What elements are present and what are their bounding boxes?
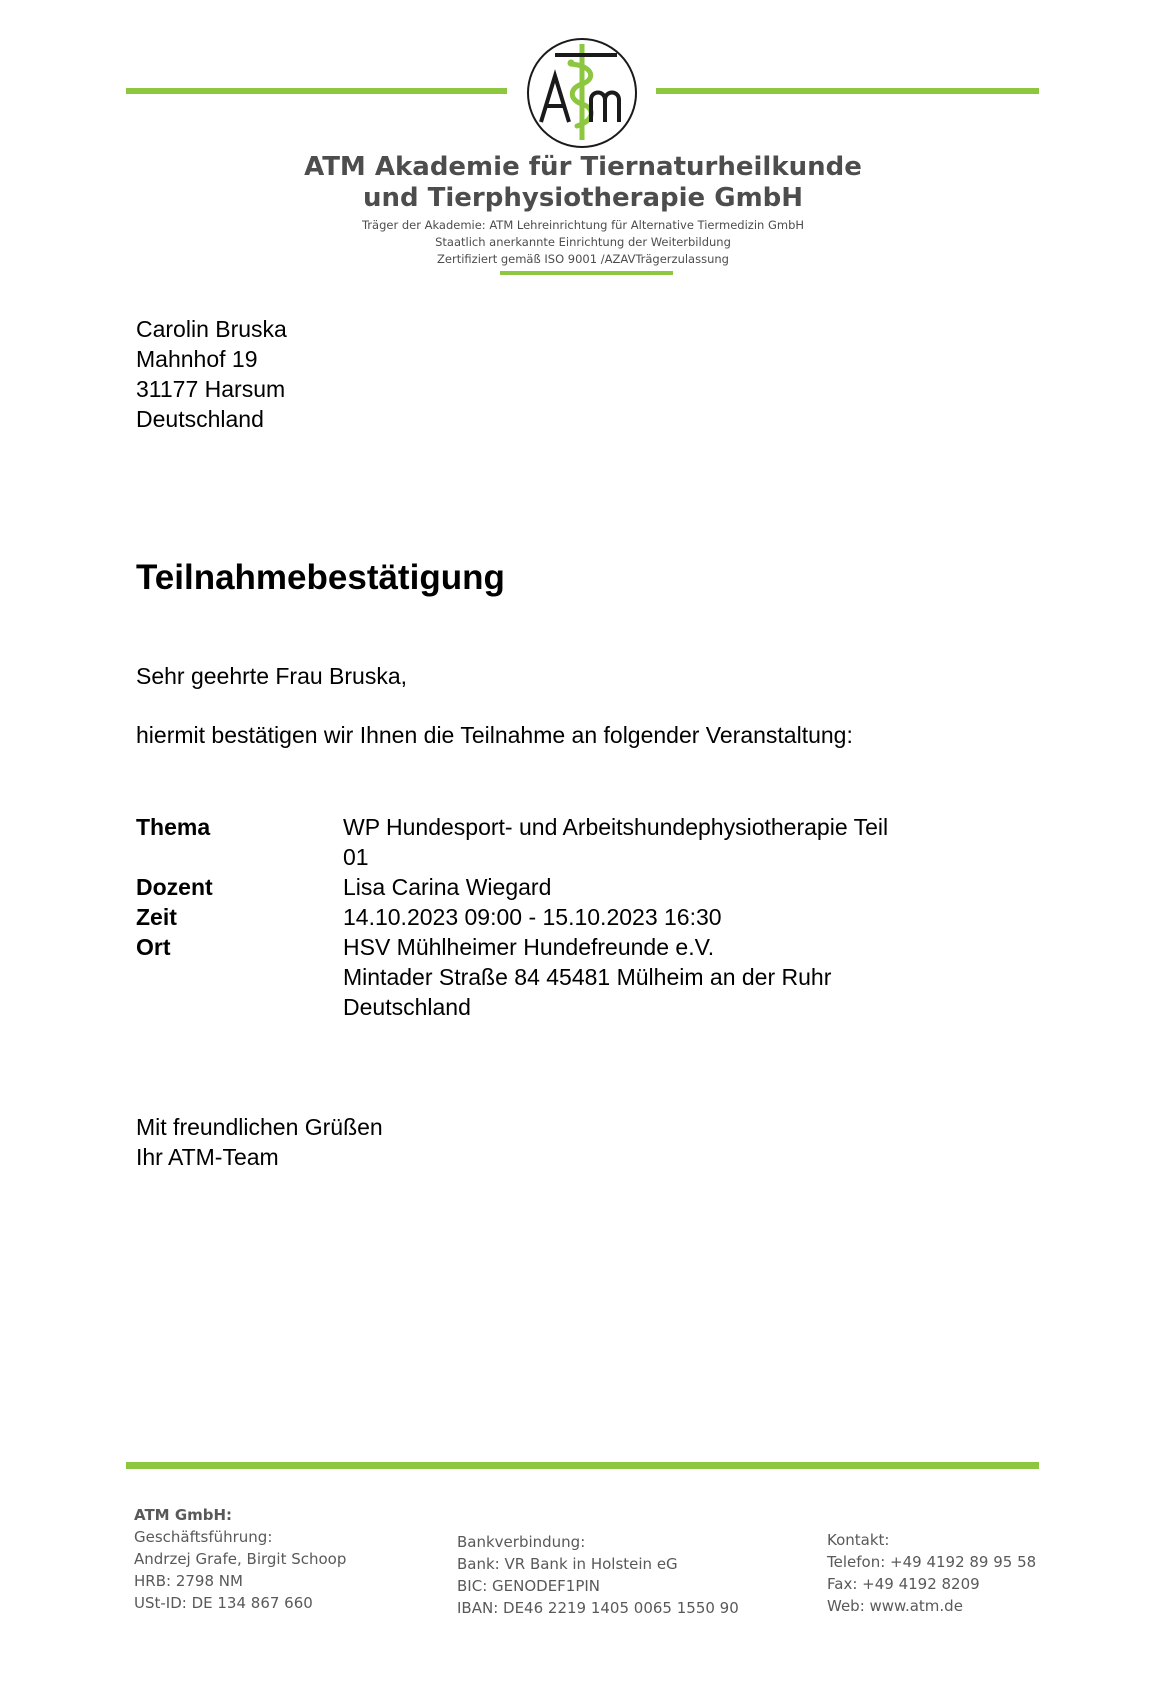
- thema-value-line2: 01: [343, 844, 369, 870]
- footer-contact-web: Web: www.atm.de: [827, 1597, 963, 1615]
- ort-label: Ort: [136, 934, 171, 960]
- header-line-left: [126, 88, 507, 94]
- footer-bank-title: Bankverbindung:: [457, 1533, 586, 1551]
- recipient-street: Mahnhof 19: [136, 346, 258, 372]
- header-line-right: [656, 88, 1039, 94]
- atm-logo: [525, 36, 639, 150]
- org-sub-line1: Träger der Akademie: ATM Lehreinrichtung für Alternative Tiermedizin GmbH: [361, 218, 805, 232]
- dozent-value: Lisa Carina Wiegard: [343, 874, 552, 900]
- recipient-city: 31177 Harsum: [136, 376, 286, 402]
- intro-text: hiermit bestätigen wir Ihnen die Teilnahme an folgender Veranstaltung:: [136, 722, 853, 748]
- zeit-label: Zeit: [136, 904, 177, 930]
- closing-signature: Ihr ATM-Team: [136, 1144, 279, 1170]
- footer-bank-line1: Bank: VR Bank in Holstein eG: [457, 1555, 678, 1573]
- header-sub-divider: [500, 271, 673, 275]
- footer-contact-fax: Fax: +49 4192 8209: [827, 1575, 980, 1593]
- footer-contact-phone: Telefon: +49 4192 89 95 58: [827, 1553, 1037, 1571]
- footer-company-title: ATM GmbH:: [134, 1506, 233, 1524]
- org-name-line2: und Tierphysiotherapie GmbH: [362, 183, 804, 213]
- footer-bank-line2: BIC: GENODEF1PIN: [457, 1577, 601, 1595]
- thema-label: Thema: [136, 814, 211, 840]
- salutation: Sehr geehrte Frau Bruska,: [136, 663, 408, 689]
- footer-divider: [126, 1462, 1039, 1469]
- ort-value-line3: Deutschland: [343, 994, 471, 1020]
- org-sub-line2: Staatlich anerkannte Einrichtung der Weiterbildung: [435, 235, 731, 249]
- zeit-value: 14.10.2023 09:00 - 15.10.2023 16:30: [343, 904, 722, 930]
- org-sub-line3: Zertifiziert gemäß ISO 9001 /AZAVTrägerzulassung: [437, 252, 729, 266]
- footer-company-line2: Andrzej Grafe, Birgit Schoop: [134, 1550, 347, 1568]
- footer-bank-line3: IBAN: DE46 2219 1405 0065 1550 90: [457, 1599, 739, 1617]
- footer-contact-title: Kontakt:: [827, 1531, 890, 1549]
- footer-company-line1: Geschäftsführung:: [134, 1528, 273, 1546]
- footer-company-line3: HRB: 2798 NM: [134, 1572, 243, 1590]
- ort-value-line1: HSV Mühlheimer Hundefreunde e.V.: [343, 934, 715, 960]
- dozent-label: Dozent: [136, 874, 213, 900]
- closing-greeting: Mit freundlichen Grüßen: [136, 1114, 383, 1140]
- org-name-line1: ATM Akademie für Tiernaturheilkunde: [304, 152, 862, 182]
- thema-value-line1: WP Hundesport- und Arbeitshundephysiotherapie Teil: [343, 814, 889, 840]
- footer-company-line4: USt-ID: DE 134 867 660: [134, 1594, 313, 1612]
- ort-value-line2: Mintader Straße 84 45481 Mülheim an der Ruhr: [343, 964, 832, 990]
- recipient-country: Deutschland: [136, 406, 264, 432]
- letter-title: Teilnahmebestätigung: [136, 558, 505, 597]
- recipient-name: Carolin Bruska: [136, 316, 287, 342]
